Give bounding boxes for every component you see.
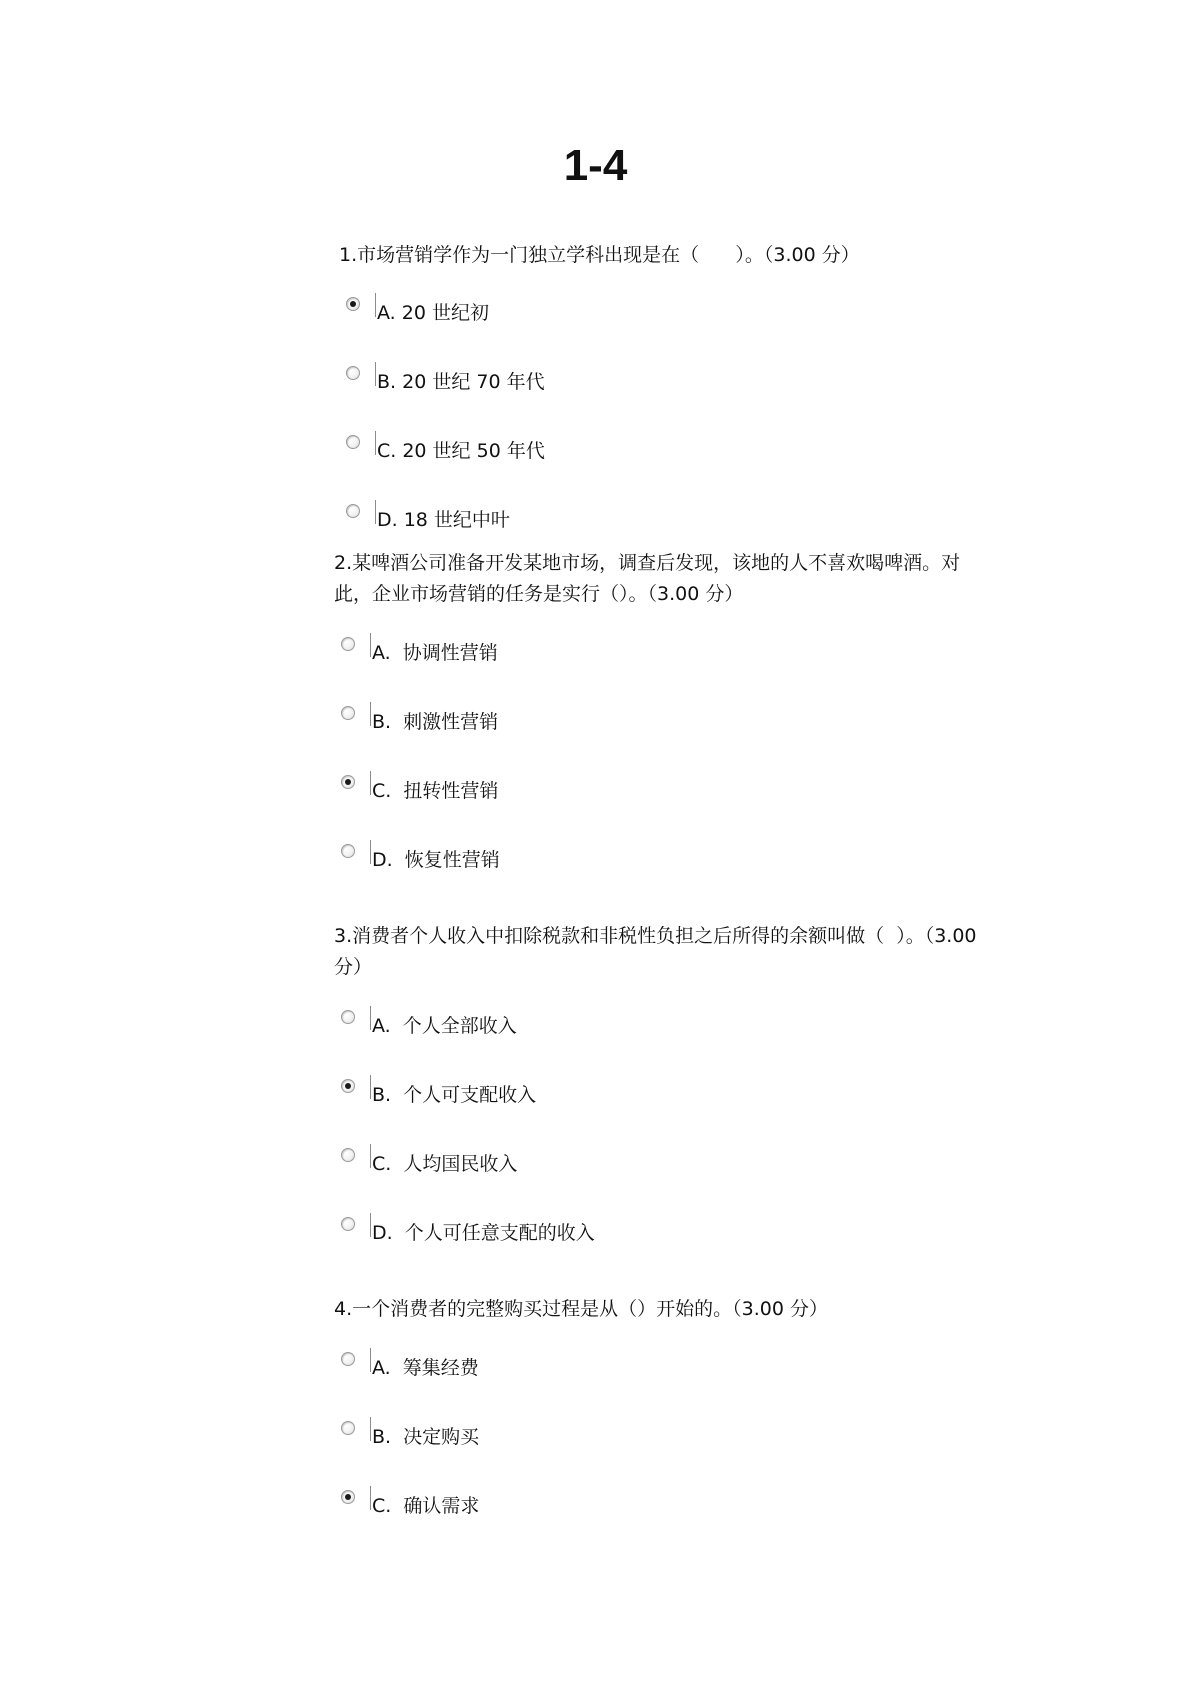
option-label: C. 确认需求	[372, 1495, 480, 1517]
option-label: A. 协调性营销	[372, 642, 498, 664]
option-label: D. 恢复性营销	[372, 849, 500, 871]
radio-button-icon[interactable]	[341, 1079, 355, 1093]
text-cursor-icon	[370, 1348, 371, 1372]
option-label: C. 人均国民收入	[372, 1153, 518, 1175]
option-label: B. 个人可支配收入	[372, 1084, 537, 1106]
question-1-text: 1.市场营销学作为一门独立学科出现是在（ ）。（3.00 分）	[339, 244, 860, 266]
question-3-option-c[interactable]	[341, 1148, 941, 1188]
radio-button-icon[interactable]	[341, 637, 355, 651]
text-cursor-icon	[370, 1486, 371, 1510]
question-3-text: 3.消费者个人收入中扣除税款和非税性负担之后所得的余额叫做（ ）。（3.00 分）	[334, 925, 977, 978]
option-label: D. 18 世纪中叶	[377, 509, 510, 531]
text-cursor-icon	[375, 293, 376, 317]
option-label: B. 决定购买	[372, 1426, 480, 1448]
question-1-option-a[interactable]	[346, 297, 946, 337]
text-cursor-icon	[375, 500, 376, 524]
question-2-text: 2.某啤酒公司准备开发某地市场，调查后发现，该地的人不喜欢喝啤酒。对 此，企业市场营销的任务是实行（）。（3.00 分）	[334, 552, 961, 605]
text-cursor-icon	[370, 1144, 371, 1168]
question-2-option-d[interactable]	[341, 844, 941, 884]
radio-button-icon[interactable]	[341, 706, 355, 720]
question-3-option-d[interactable]	[341, 1217, 941, 1257]
question-1-option-d[interactable]	[346, 504, 946, 544]
radio-button-icon[interactable]	[346, 504, 360, 518]
text-cursor-icon	[370, 1417, 371, 1441]
option-label: A. 个人全部收入	[372, 1015, 517, 1037]
question-3-option-a[interactable]	[341, 1010, 941, 1050]
question-1-option-c[interactable]	[346, 435, 946, 475]
text-cursor-icon	[370, 1006, 371, 1030]
question-4-option-b[interactable]	[341, 1421, 941, 1461]
option-label: C. 扭转性营销	[372, 780, 499, 802]
option-label: D. 个人可任意支配的收入	[372, 1222, 595, 1244]
page-title: 1-4	[563, 141, 628, 190]
text-cursor-icon	[375, 431, 376, 455]
question-2-option-b[interactable]	[341, 706, 941, 746]
option-label: B. 刺激性营销	[372, 711, 499, 733]
option-label: A. 筹集经费	[372, 1357, 479, 1379]
radio-button-icon[interactable]	[341, 775, 355, 789]
question-4-option-a[interactable]	[341, 1352, 941, 1392]
question-4-option-c[interactable]	[341, 1490, 941, 1530]
radio-button-icon[interactable]	[341, 1148, 355, 1162]
text-cursor-icon	[370, 633, 371, 657]
radio-button-icon[interactable]	[341, 1421, 355, 1435]
text-cursor-icon	[370, 702, 371, 726]
option-label: C. 20 世纪 50 年代	[377, 440, 545, 462]
text-cursor-icon	[370, 840, 371, 864]
radio-button-icon[interactable]	[341, 1352, 355, 1366]
text-cursor-icon	[370, 771, 371, 795]
radio-button-icon[interactable]	[341, 1490, 355, 1504]
text-cursor-icon	[370, 1213, 371, 1237]
question-2-option-c[interactable]	[341, 775, 941, 815]
text-cursor-icon	[375, 362, 376, 386]
question-2-option-a[interactable]	[341, 637, 941, 677]
text-cursor-icon	[370, 1075, 371, 1099]
radio-button-icon[interactable]	[346, 435, 360, 449]
radio-button-icon[interactable]	[341, 1010, 355, 1024]
question-3-option-b[interactable]	[341, 1079, 941, 1119]
radio-button-icon[interactable]	[341, 844, 355, 858]
radio-button-icon[interactable]	[346, 366, 360, 380]
question-1-option-b[interactable]	[346, 366, 946, 406]
option-label: B. 20 世纪 70 年代	[377, 371, 545, 393]
option-label: A. 20 世纪初	[377, 302, 489, 324]
question-4-text: 4.一个消费者的完整购买过程是从（）开始的。（3.00 分）	[334, 1298, 828, 1320]
radio-button-icon[interactable]	[346, 297, 360, 311]
radio-button-icon[interactable]	[341, 1217, 355, 1231]
